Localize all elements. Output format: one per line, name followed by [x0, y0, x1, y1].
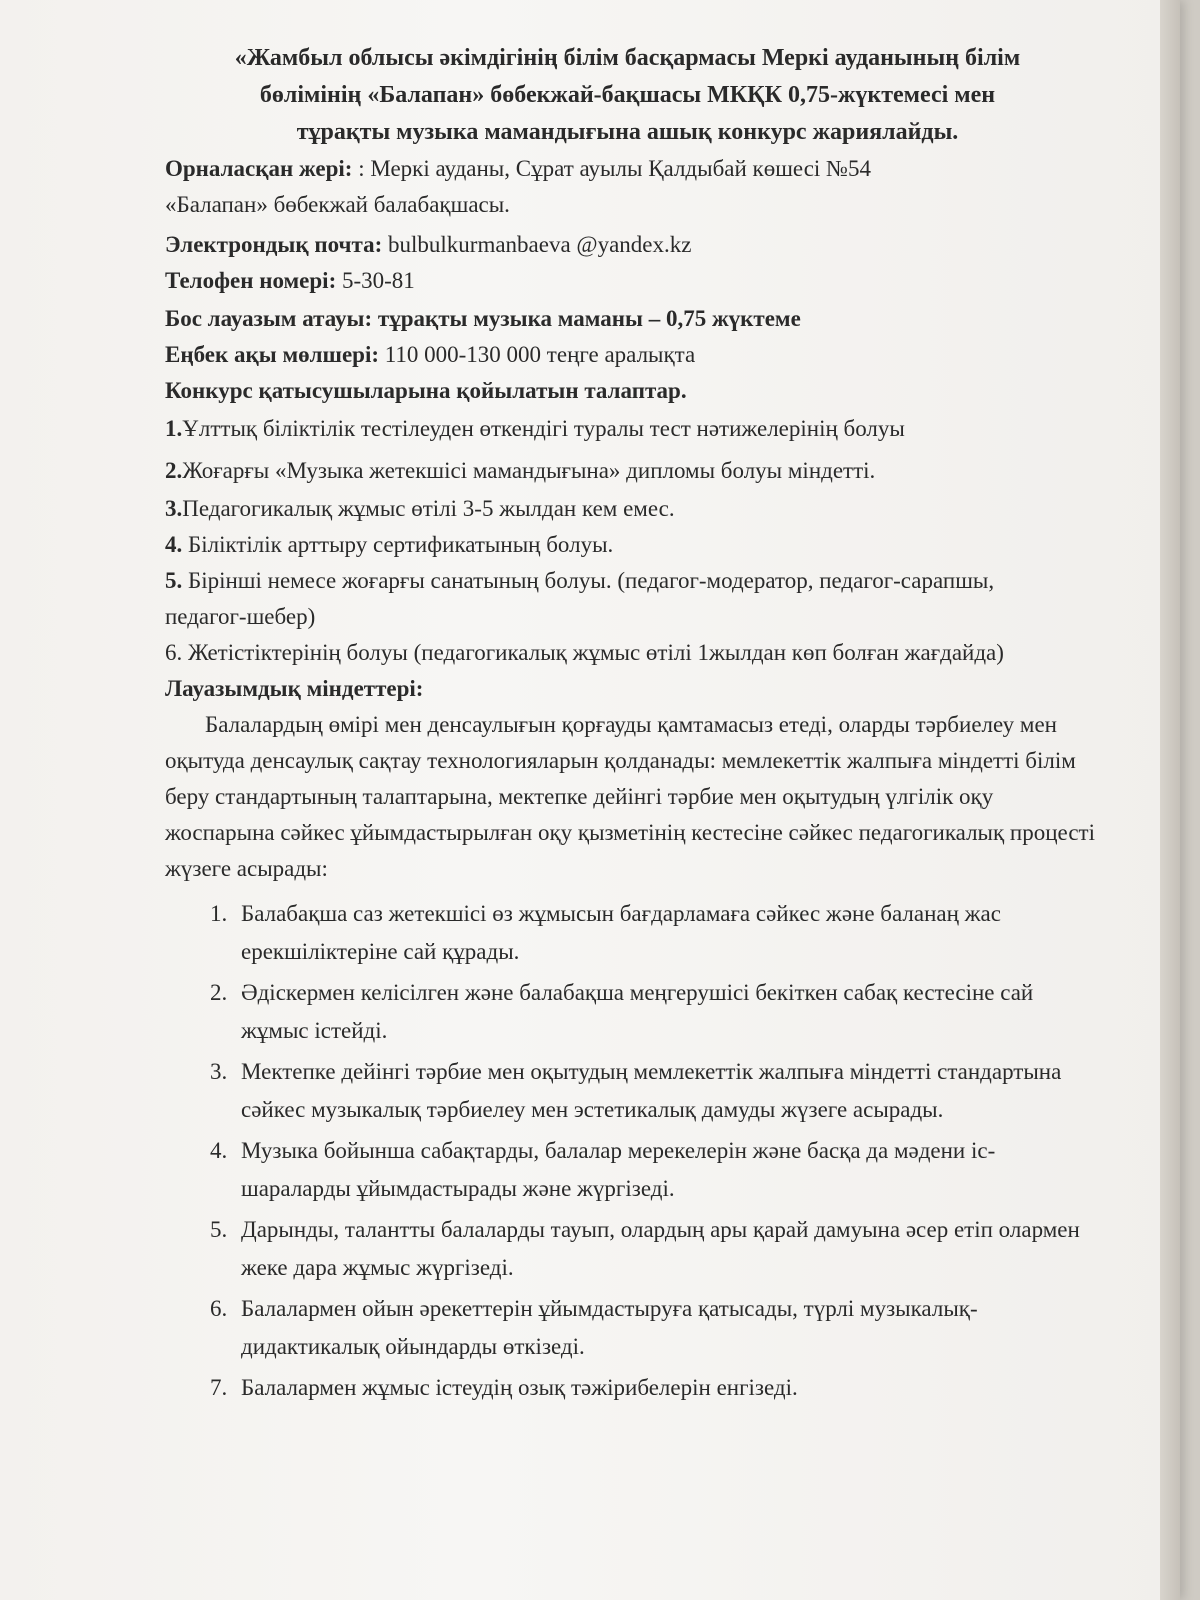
- vacancy-value: тұрақты музыка маманы – 0,75 жүктеме: [372, 306, 801, 331]
- requirement-text: Біліктілік арттыру сертификатының болуы.: [182, 532, 614, 557]
- salary-row: [165, 337, 1100, 373]
- phone-row: [165, 263, 1100, 299]
- requirements-heading: Конкурс қатысушыларына қойылатын талаптар.: [165, 378, 687, 403]
- requirement-item: [165, 563, 1065, 635]
- vacancy-label: Бос лауазым атауы:: [165, 306, 373, 331]
- email-label: Электрондық почта:: [165, 232, 383, 257]
- location-value: : Меркі ауданы, Сұрат ауылы Қалдыбай көшесі №54: [352, 156, 872, 181]
- location-row-2: [165, 187, 1100, 223]
- location-label: Орналасқан жері:: [165, 156, 353, 181]
- list-item: 2. Әдіскермен келісілген және балабақша меңгерушісі бекіткен сабақ кестесіне сай жұмыс істейді.: [233, 974, 1100, 1050]
- list-item: 4. Музыка бойынша сабақтарды, балалар мерекелерін және басқа да мәдени іс-шараларды ұйымдастырады және жүргізеді.: [233, 1132, 1100, 1208]
- phone-label: Телофен номері:: [165, 268, 337, 293]
- paper-edge: [1160, 0, 1180, 1600]
- duties-heading: Лауазымдық міндеттері:: [165, 676, 424, 701]
- document-body: [165, 40, 1100, 1410]
- requirement-text: Ұлттық біліктілік тестілеуден өткендігі туралы тест нәтижелерінің болуы: [182, 416, 905, 441]
- requirement-number: 2.: [165, 458, 183, 483]
- phone-value: 5-30-81: [336, 268, 415, 293]
- salary-value: 110 000-130 000 теңге аралықта: [379, 342, 696, 367]
- requirement-number: 3.: [165, 496, 183, 521]
- requirement-text: Педагогикалық жұмыс өтілі 3-5 жылдан кем емес.: [182, 496, 675, 521]
- email-value: bulbulkurmanbaeva @yandex.kz: [382, 232, 692, 257]
- list-item: 6. Балалармен ойын әрекеттерін ұйымдастыруға қатысады, түрлі музыкалық-дидактикалық ойындарды өткізеді.: [233, 1290, 1100, 1366]
- requirement-number: 1.: [165, 416, 183, 441]
- location-row: [165, 151, 1100, 187]
- location-value-2: «Балапан» бөбекжай балабақшасы.: [165, 192, 510, 217]
- requirement-number: 5.: [165, 568, 183, 593]
- requirement-text: Бірінші немесе жоғарғы санатының болуы. (педагог-модератор, педагог-сарапшы, педагог-шебер): [165, 568, 995, 629]
- duties-list: [165, 895, 1100, 1407]
- title-line-1: «Жамбыл облысы әкімдігінің білім басқармасы Меркі ауданының білім: [234, 45, 1021, 71]
- announcement-title: [155, 40, 1100, 151]
- vacancy-row: [165, 301, 1100, 337]
- requirement-item: [165, 527, 1100, 563]
- title-line-3: тұрақты музыка мамандығына ашық конкурс жариялайды.: [296, 119, 959, 145]
- list-item: 7. Балалармен жұмыс істеудің озық тәжірибелерін енгізеді.: [233, 1369, 1100, 1407]
- list-item: 1. Балабақша саз жетекшісі өз жұмысын бағдарламаға сәйкес және баланаң жас ерекшіліктеріне сай құрады.: [233, 895, 1100, 971]
- requirement-item: [165, 411, 1100, 447]
- list-item: 3. Мектепке дейінгі тәрбие мен оқытудың мемлекеттік жалпыға міндетті стандартына сәйкес музыкалық тәрбиелеу мен эстетикалық дамуды жүзеге асырады.: [233, 1053, 1100, 1129]
- salary-label: Еңбек ақы мөлшері:: [165, 342, 379, 367]
- requirement-item: [165, 635, 1070, 671]
- requirement-text: Жоғарғы «Музыка жетекшісі мамандығына» дипломы болуы міндетті.: [182, 458, 876, 483]
- title-line-2: бөлімінің «Балапан» бөбекжай-бақшасы МКҚК 0,75-жүктемесі мен: [259, 82, 996, 108]
- requirement-item: [165, 453, 1100, 489]
- requirement-text: 6. Жетістіктерінің болуы (педагогикалық жұмыс өтілі 1жылдан көп болған жағдайда): [165, 640, 1004, 665]
- email-row: [165, 227, 1100, 263]
- list-item: 5. Дарынды, талантты балаларды тауып, олардың ары қарай дамуына әсер етіп олармен жеке дара жұмыс жүргізеді.: [233, 1211, 1100, 1287]
- duties-intro: Балалардың өмірі мен денсаулығын қорғауды қамтамасыз етеді, оларды тәрбиелеу мен оқытуда денсаулық сақтау технологияларын қолданады: мемлекеттік жалпыға міндетті білім беру стандартының талаптарына, мектепке дейінгі тәрбие мен оқытудың үлгілік оқу жоспарына сәйкес ұйымдастырылған оқу қызметінің кестесіне сәйкес педагогикалық процесті жүзеге асырады:: [165, 712, 1095, 881]
- requirement-number: 4.: [165, 532, 183, 557]
- requirement-item: [165, 491, 1100, 527]
